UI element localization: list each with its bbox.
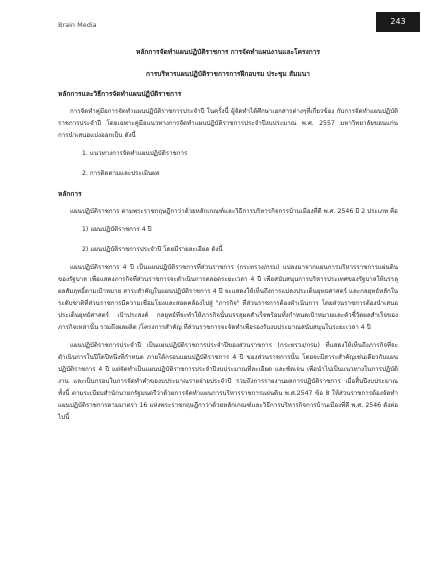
- section-paragraph-plan-types: แผนปฏิบัติราชการ ตามพระราชกฤษฎีกาว่าด้วยหลักเกณฑ์และวิธีการบริหารกิจการบ้านเมืองที่ดี พ.ศ. 2546 มี 2 ประเภท คือ: [70, 208, 398, 215]
- list-item-four-year-plan: 1) แผนปฏิบัติราชการ 4 ปี: [82, 226, 152, 233]
- section-paragraph-intro: การจัดทำคู่มือการจัดทำแผนปฏิบัติราชการประจำปี ในครั้งนี้ ผู้จัดทำได้ศึกษาเอกสารต่างๆที่เกี่ยวข้อง กับการจัดทำแผนปฏิบัติราชการประจำปี โดยเฉพาะคู่มือแนวทางการจัดทำแผนปฏิบัติราชการประจำปีงบประมาณ พ.ศ. 2557 มหาวิทยาลัยขอนแก่น การนำเสนอแบ่งออกเป็น ดังนี้: [58, 108, 398, 139]
- list-item-guideline: 1. แนวทางการจัดทำแผนปฏิบัติราชการ: [82, 150, 188, 157]
- list-item-evaluation: 2. การติดตามและประเมินผล: [82, 170, 160, 177]
- section-heading-principles: หลักการ: [58, 190, 82, 198]
- page-number-badge: 243: [376, 12, 420, 32]
- page-header: [0, 0, 430, 40]
- list-item-annual-plan: 2) แผนปฏิบัติราชการประจำปี โดยมีรายละเอียด ดังนี้: [82, 246, 223, 253]
- brand-label: Brain Media: [58, 21, 97, 29]
- document-title-line-2: การบริหารแผนปฏิบัติราชการการฝึกอบรม ประชุม สัมมนา: [146, 70, 310, 78]
- paragraph-annual-plan: แผนปฏิบัติราชการประจำปี เป็นแผนปฏิบัติราชการประจำปีของส่วนราชการ (กระทรวง/กรม) ที่แสดงให้เห็นถึงภารกิจที่จะดำเนินการในปีใดปีหนึ่งที่กำหนด ภายใต้กรอบแผนปฏิบัติราชการ 4 ปี ของส่วนราชการนั้น โดยจะมีสาระสำคัญเช่นเดียวกับแผนปฏิบัติราชการ 4 ปี แต่จัดทำเป็นแผนปฏิบัติราชการประจำปีงบประมาณที่ละเอียด และชัดเจน เพื่อนำไปเป็นแนวทางในการปฏิบัติงาน และเป็นกรอบในการจัดทำคำของบประมาณรายจ่ายประจำปี รวมถึงการรายงานผลการปฏิบัติราชการ เมื่อสิ้นปีงบประมาณทั้งนี้ ตามระเบียบสำนักนายกรัฐมนตรีว่าด้วยการจัดทำแผนการบริหารราชการแผ่นดิน พ.ศ.2547 ข้อ 8 ให้ส่วนราชการต้องจัดทำแผนปฏิบัติราชการตามมาตรา 16 แห่งพระราชกฤษฎีกาว่าด้วยหลักเกณฑ์และวิธีการบริหารกิจการบ้านเมืองที่ดี พ.ศ. 2546 ดังต่อไปนี้: [58, 342, 398, 421]
- paragraph-four-year-plan: แผนปฏิบัติราชการ 4 ปี เป็นแผนปฏิบัติราชการที่ส่วนราชการ (กระทรวง/กรม) แปลงมาจากแผนการบริหารราชการแผ่นดินของรัฐบาล เพื่อแสดงภารกิจที่ส่วนราชการจะดำเนินการตลอดระยะเวลา 4 ปี เพื่อสนับสนุนการบริหารประเทศของรัฐบาลให้บรรลุผลสัมฤทธิ์ตามเป้าหมาย สาระสำคัญในแผนปฏิบัติราชการ 4 ปี จะแสดงให้เห็นถึงการแปลงประเด็นยุทธศาสตร์ และกลยุทธ์หลักในระดับชาติที่ส่วนราชการมีความเชื่อมโยงและสอดคล้องไปสู่ "ภารกิจ" ที่ส่วนราชการต้องดำเนินการ โดยส่วนราชการต้องนำเสนอประเด็นยุทธ์ศาสตร์ เป้าประสงค์ กลยุทธ์ที่จะทำให้ภารกิจนั้นบรรลุผลสำเร็จพร้อมทั้งกำหนดเป้าหมายและตัวชี้วัดผลสำเร็จของภารกิจเหล่านั้น รวมถึงผลผลิต /โครงการสำคัญ ที่ส่วนราชการจะจัดทำเพื่อรองรับงบประมาณสนับสนุนในระยะเวลา 4 ปี: [58, 264, 398, 331]
- section-heading-principles-methods: หลักการและวิธีการจัดทำแผนปฏิบัติราชการ: [58, 90, 182, 98]
- document-title-line-1: หลักการจัดทำแผนปฏิบัติราชการ การจัดทำแผนงานและโครงการ: [135, 48, 321, 56]
- document-body: [58, 46, 398, 424]
